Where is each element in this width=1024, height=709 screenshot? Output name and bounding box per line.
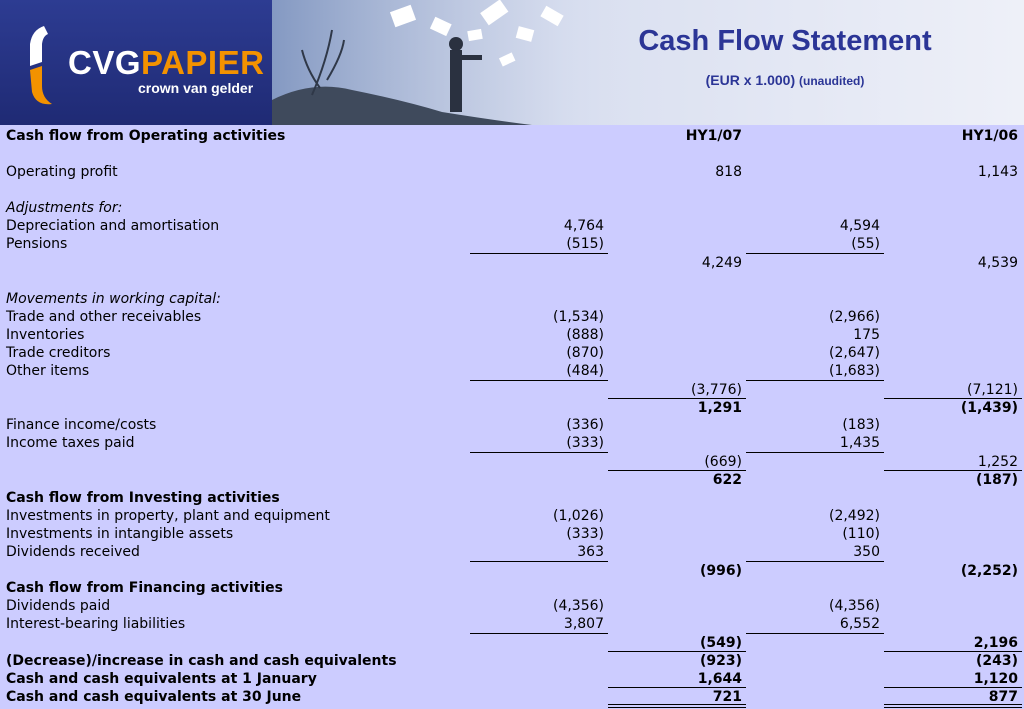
row-value: 1,291 xyxy=(697,400,742,416)
row-value: 2,196 xyxy=(973,635,1018,651)
row-value: 1,143 xyxy=(977,164,1018,180)
table-row xyxy=(0,235,1024,253)
row-label: Cash flow from Investing activities xyxy=(6,490,280,506)
table-row xyxy=(0,308,1024,326)
row-value: (3,776) xyxy=(690,382,742,398)
row-value: 1,120 xyxy=(973,671,1018,687)
total-row xyxy=(0,652,1024,670)
table-row xyxy=(0,434,1024,452)
row-value: (110) xyxy=(842,526,880,542)
section-heading-operating: Cash flow from Operating activities xyxy=(6,128,286,144)
table-row xyxy=(0,290,1024,308)
page-title: Cash Flow Statement xyxy=(638,25,932,57)
row-label: Investments in property, plant and equipment xyxy=(6,508,330,524)
row-label: Trade creditors xyxy=(6,345,111,361)
row-label: Interest-bearing liabilities xyxy=(6,616,186,632)
row-value: 350 xyxy=(853,544,880,560)
double-underline-rule xyxy=(884,704,1022,708)
row-value: 1,644 xyxy=(697,671,742,687)
row-value: (2,252) xyxy=(960,563,1018,579)
row-label: Adjustments for: xyxy=(6,200,123,216)
cash-flow-table xyxy=(0,125,1024,709)
subtotal-row xyxy=(0,562,1024,580)
row-value: (243) xyxy=(975,653,1018,669)
row-value: (55) xyxy=(851,236,880,252)
row-label: Income taxes paid xyxy=(6,435,135,451)
subtotal-row xyxy=(0,399,1024,417)
subtotal-row xyxy=(0,634,1024,652)
logo-wordmark-cvg: CVG xyxy=(68,44,142,81)
subtotal-row xyxy=(0,453,1024,471)
row-value: (923) xyxy=(699,653,742,669)
table-row xyxy=(0,615,1024,633)
table-row xyxy=(0,163,1024,181)
header-photo xyxy=(272,0,632,125)
row-value: (4,356) xyxy=(828,598,880,614)
section-heading-financing xyxy=(0,579,1024,597)
column-header-hy1-07: HY1/07 xyxy=(685,128,742,144)
row-label: (Decrease)/increase in cash and cash equivalents xyxy=(6,653,397,669)
company-logo xyxy=(0,0,272,125)
row-value: 3,807 xyxy=(563,616,604,632)
row-value: 622 xyxy=(712,472,742,488)
subtitle-units: (EUR x 1.000) xyxy=(705,72,796,88)
row-value: 877 xyxy=(988,689,1018,705)
row-value: (996) xyxy=(699,563,742,579)
row-value: 4,764 xyxy=(563,218,604,234)
row-value: 1,252 xyxy=(977,454,1018,470)
double-underline-rule xyxy=(608,704,746,708)
row-value: (1,683) xyxy=(828,363,880,379)
table-row xyxy=(0,344,1024,362)
row-value: (515) xyxy=(566,236,604,252)
row-value: 4,594 xyxy=(839,218,880,234)
section-heading-investing xyxy=(0,489,1024,507)
row-label: Cash flow from Financing activities xyxy=(6,580,283,596)
row-value: 4,539 xyxy=(977,255,1018,271)
subtotal-row xyxy=(0,254,1024,272)
row-value: 363 xyxy=(577,544,604,560)
row-value: (183) xyxy=(842,417,880,433)
header-banner xyxy=(0,0,1024,125)
row-label: Dividends received xyxy=(6,544,140,560)
row-value: (1,534) xyxy=(552,309,604,325)
row-label: Operating profit xyxy=(6,164,118,180)
row-label: Finance income/costs xyxy=(6,417,157,433)
row-value: (2,492) xyxy=(828,508,880,524)
table-row xyxy=(0,525,1024,543)
logo-wordmark xyxy=(68,44,264,82)
table-row xyxy=(0,543,1024,561)
row-label: Trade and other receivables xyxy=(6,309,202,325)
table-row xyxy=(0,326,1024,344)
row-value: (870) xyxy=(566,345,604,361)
row-value: 721 xyxy=(712,689,742,705)
row-value: (336) xyxy=(566,417,604,433)
row-value: (888) xyxy=(566,327,604,343)
row-label: Dividends paid xyxy=(6,598,111,614)
table-row xyxy=(0,199,1024,217)
row-value: (484) xyxy=(566,363,604,379)
row-value: (549) xyxy=(699,635,742,651)
row-value: (2,966) xyxy=(828,309,880,325)
row-label: Movements in working capital: xyxy=(6,291,221,307)
row-value: 175 xyxy=(853,327,880,343)
row-value: (7,121) xyxy=(966,382,1018,398)
header-row xyxy=(0,127,1024,145)
row-value: (2,647) xyxy=(828,345,880,361)
logo-wordmark-papier: PAPIER xyxy=(141,44,265,81)
column-header-hy1-06: HY1/06 xyxy=(961,128,1018,144)
row-value: 818 xyxy=(715,164,742,180)
table-row xyxy=(0,362,1024,380)
page-subtitle xyxy=(560,72,1010,88)
total-row xyxy=(0,688,1024,706)
table-row xyxy=(0,597,1024,615)
row-value: (1,439) xyxy=(960,400,1018,416)
row-value: (333) xyxy=(566,526,604,542)
row-value: 1,435 xyxy=(839,435,880,451)
total-row xyxy=(0,670,1024,688)
row-label: Inventories xyxy=(6,327,85,343)
row-value: (1,026) xyxy=(552,508,604,524)
row-value: (4,356) xyxy=(552,598,604,614)
row-label: Pensions xyxy=(6,236,68,252)
table-row xyxy=(0,416,1024,434)
table-row xyxy=(0,217,1024,235)
row-value: 6,552 xyxy=(839,616,880,632)
logo-tagline: crown van gelder xyxy=(138,80,254,96)
row-value: 4,249 xyxy=(701,255,742,271)
row-label: Investments in intangible assets xyxy=(6,526,234,542)
row-label: Depreciation and amortisation xyxy=(6,218,220,234)
subtotal-row xyxy=(0,381,1024,399)
table-row xyxy=(0,507,1024,525)
row-label: Cash and cash equivalents at 30 June xyxy=(6,689,302,705)
subtitle-note: (unaudited) xyxy=(799,74,865,88)
logo-mark-icon xyxy=(26,26,56,108)
row-label: Cash and cash equivalents at 1 January xyxy=(6,671,317,687)
row-value: (187) xyxy=(975,472,1018,488)
row-label: Other items xyxy=(6,363,90,379)
row-value: (333) xyxy=(566,435,604,451)
row-value: (669) xyxy=(704,454,742,470)
subtotal-row xyxy=(0,471,1024,489)
